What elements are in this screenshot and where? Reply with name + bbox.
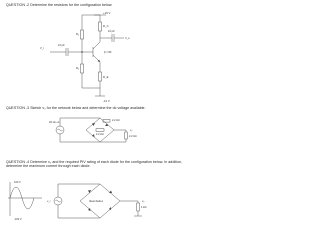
question-3-text: QUESTION -3 Sketch v₀ for the network below and determine the dc voltage available. [6, 106, 146, 110]
load-resistor [137, 203, 147, 211]
input-cap-label: 10 μF [58, 44, 65, 47]
negative-supply-label: -12 V [103, 99, 110, 103]
svg-text:β = 80: β = 80 [104, 51, 112, 54]
output-cap-label: 10 μF [108, 30, 115, 33]
vo-label: v₀ [130, 129, 133, 132]
vout-label: V_o [125, 37, 130, 40]
vo-label: v₀ [142, 200, 145, 203]
r1-resistor [76, 30, 84, 39]
question-4-circuit-diagram [0, 176, 200, 226]
vin-label: V_i [40, 47, 44, 50]
question-2-text: QUESTION -2 Determine the resistors for the configuration below. [6, 3, 113, 7]
svg-text:2.2 kΩ: 2.2 kΩ [112, 119, 120, 122]
svg-text:R_E: R_E [103, 75, 109, 79]
svg-text:Ideal diodes: Ideal diodes [89, 200, 103, 203]
emitter-resistor [99, 72, 109, 81]
r2-resistor [76, 64, 84, 73]
svg-text:2.2 kΩ: 2.2 kΩ [96, 133, 104, 136]
svg-text:R₁: R₁ [76, 32, 79, 36]
source-label: 20 sin ωt [49, 121, 60, 124]
svg-text:1 kΩ: 1 kΩ [141, 206, 147, 209]
vcc-label: +16 V [103, 11, 111, 15]
svg-text:100 V: 100 V [14, 181, 21, 184]
svg-text:R₂: R₂ [76, 66, 80, 70]
question-2-circuit-diagram [0, 10, 200, 105]
diode-bridge [80, 184, 120, 218]
question-3-circuit-diagram [0, 112, 200, 152]
output-resistor [125, 132, 137, 139]
question-4-text: QUESTION -4 Determine v₀ and the required PIV rating of each diode for the configuration below. In addition, determine the maximum current through each diode. [6, 160, 183, 169]
svg-text:2.2 kΩ: 2.2 kΩ [129, 135, 137, 138]
input-waveform [8, 180, 42, 221]
svg-text:-100 V: -100 V [14, 218, 22, 221]
source-label: v_i [47, 200, 51, 203]
middle-resistor [96, 129, 104, 136]
svg-text:R_C: R_C [103, 24, 109, 28]
transistor-symbol [93, 42, 112, 62]
top-resistor [103, 118, 120, 122]
